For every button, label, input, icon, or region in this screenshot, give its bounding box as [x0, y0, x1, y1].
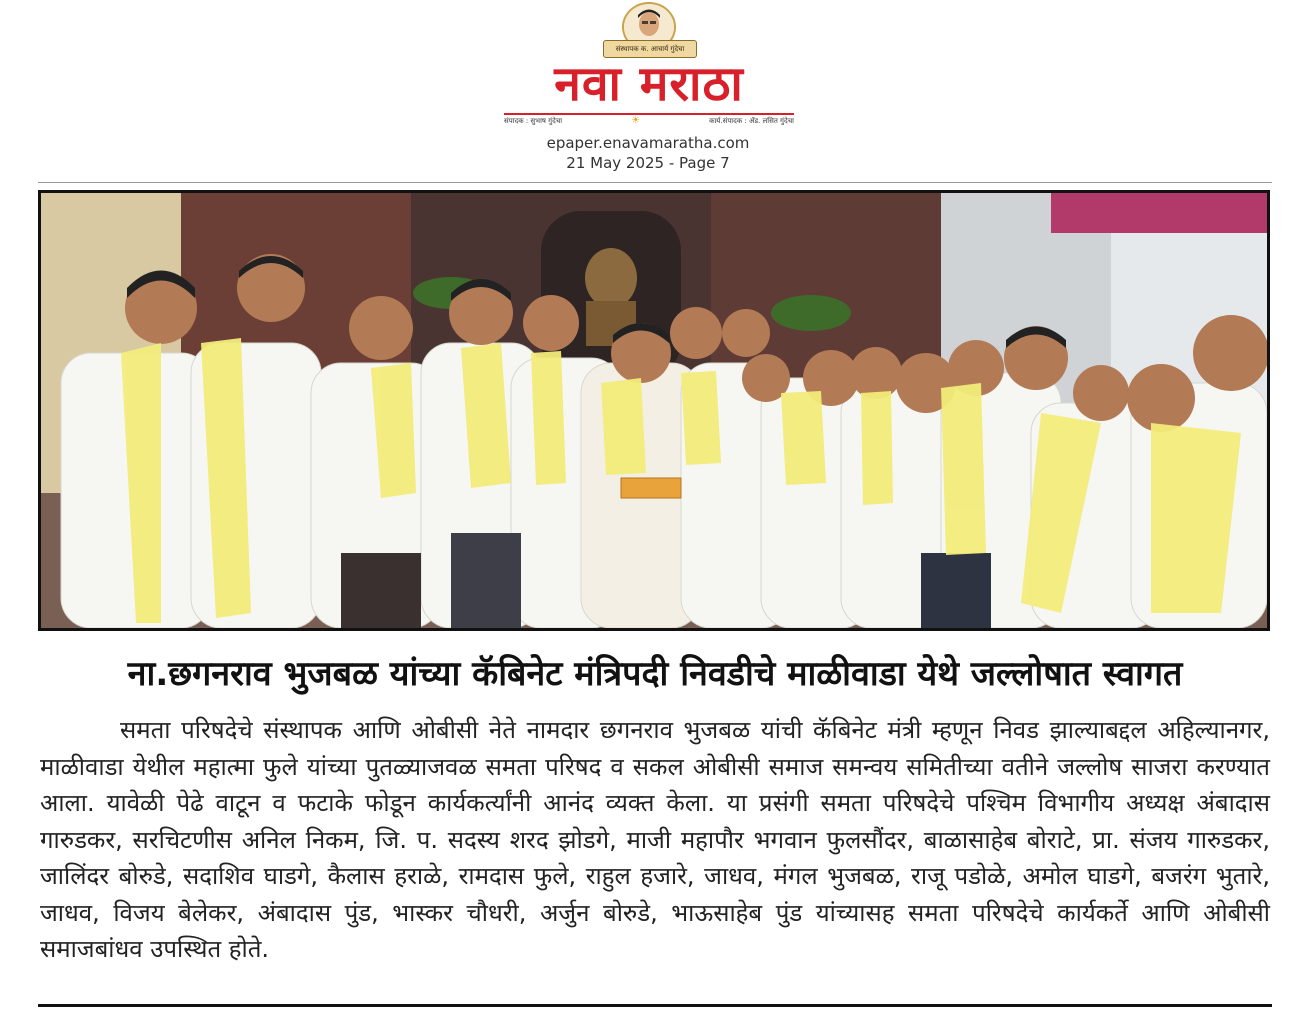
newspaper-logo: नवा मराठा: [554, 56, 744, 112]
article-body: समता परिषदेचे संस्थापक आणि ओबीसी नेते नामदार छगनराव भुजबळ यांची कॅबिनेट मंत्री म्हणून निवड झाल्याबद्दल अहिल्यानगर, माळीवाडा येथील महात्मा फुले यांच्या पुतळ्याजवळ समता परिषद व सकल ओबीसी समाज समन्वय समितीच्या वतीने जल्लोष साजरा करण्यात आला. यावेळी पेढे वाटून व फटाके फोडून कार्यकर्त्यांनी आनंद व्यक्त केला. या प्रसंगी समता परिषदेचे पश्चिम विभागीय अध्यक्ष अंबादास गारुडकर, सरचिटणीस अनिल निकम, जि. प. सदस्य शरद झोडगे, माजी महापौर भगवान फुलसौंदर, बाळासाहेब बोराटे, प्रा. संजय गारुडकर, जालिंदर बोरुडे, सदाशिव घाडगे, कैलास हराळे, रामदास फुले, राहुल हजारे, जाधव, मंगल भुजबळ, राजू पडोळे, अमोल घाडगे, बजरंग भुतारे, जाधव, विजय बेलेकर, अंबादास पुंड, भास्कर चौधरी, अर्जुन बोरुडे, भाऊसाहेब पुंड यांच्यासह समता परिषदेचे कार्यकर्ते आणि ओबीसी समाजबांधव उपस्थित होते.: [40, 716, 1270, 963]
news-photo: [38, 190, 1270, 631]
sun-icon: ☀: [631, 115, 641, 126]
group-photo-illustration: [41, 193, 1267, 628]
top-divider: [38, 182, 1272, 183]
epaper-site: epaper.enavamaratha.com: [546, 134, 750, 152]
editor-credit: संपादक : सुभाष गुंदेचा: [504, 117, 563, 125]
bottom-divider: [38, 1004, 1272, 1007]
article-headline: ना.छगनराव भुजबळ यांच्या कॅबिनेट मंत्रिपदी निवडीचे माळीवाडा येथे जल्लोषात स्वागत: [127, 654, 1183, 694]
dateline: 21 May 2025 - Page 7: [566, 154, 730, 172]
masthead: [0, 0, 1296, 180]
founder-caption: संस्थापक क. आचार्य गुंदेचा: [603, 40, 697, 58]
masthead-credits: [504, 113, 794, 129]
executive-editor-credit: कार्य.संपादक : ॲड. लसित गुंदेचा: [709, 117, 794, 125]
